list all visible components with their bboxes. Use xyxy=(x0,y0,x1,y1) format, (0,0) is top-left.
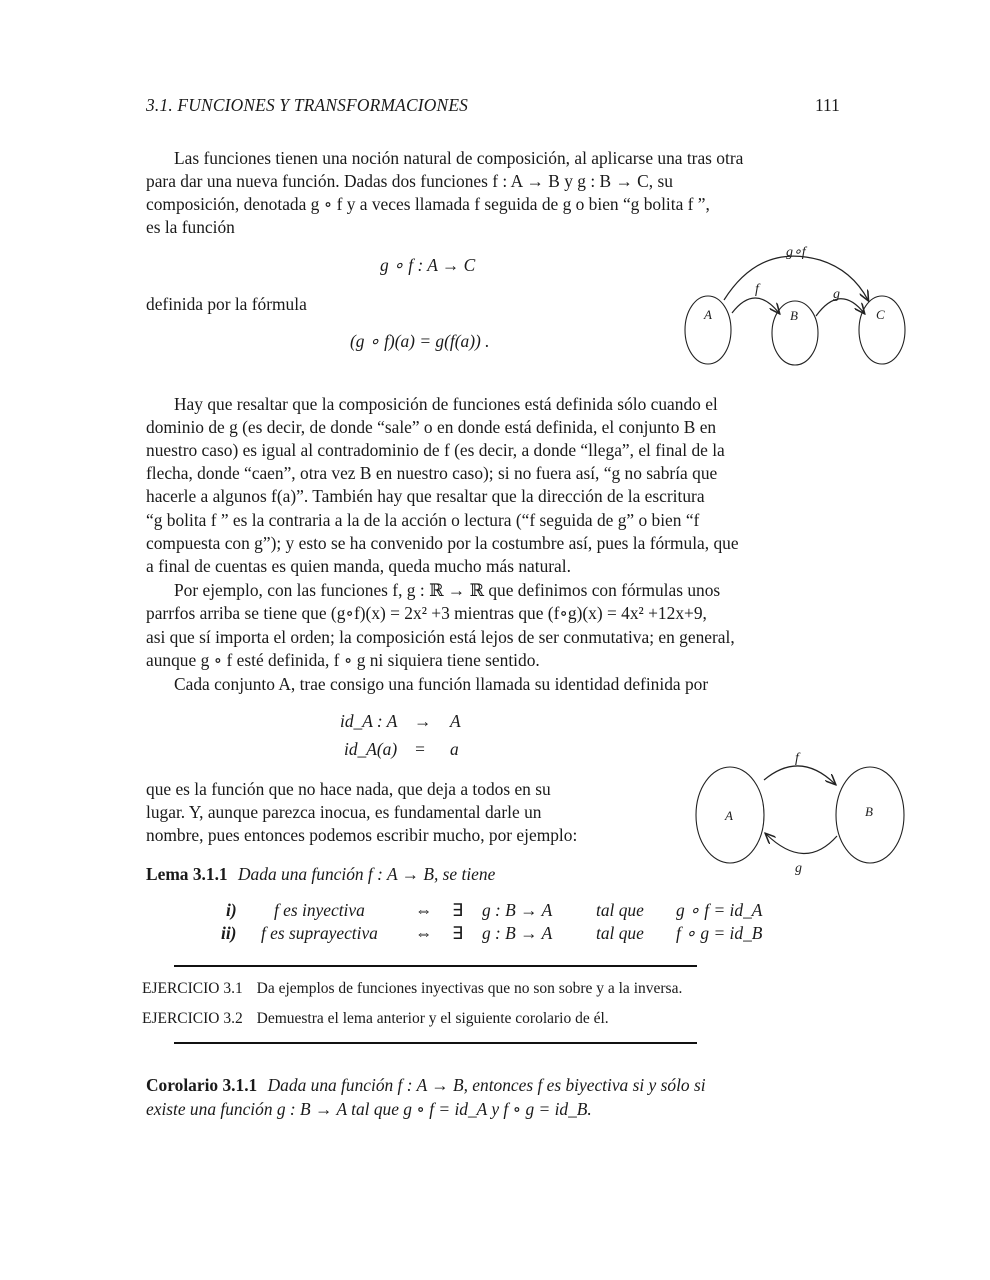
p5-line-3: nombre, pues entonces podemos escribir mucho, por ejemplo: xyxy=(146,825,578,845)
p3-line-4: aunque g ∘ f esté definida, f ∘ g ni siquiera tiene sentido. xyxy=(146,650,540,670)
id-row2-mid: = xyxy=(414,739,426,759)
lemma-row1-cond: f es inyectiva xyxy=(274,900,365,920)
page-number: 111 xyxy=(815,95,840,115)
label-g2: g xyxy=(795,861,802,876)
p1-line-3: composición, denotada g ∘ f y a veces llamada f seguida de g o bien “g bolita f ”, xyxy=(146,194,710,214)
label-c: C xyxy=(876,307,885,322)
p2-line-6: “g bolita f ” es la contraria a la de la acción o lectura (“f seguida de g” o bien “f xyxy=(146,510,700,530)
p1-line-1: Las funciones tienen una noción natural de composición, al aplicarse una tras otra xyxy=(174,148,744,168)
arrow-g xyxy=(816,299,864,316)
lemma-row2-cond: f es suprayectiva xyxy=(261,923,378,943)
inverse-diagram xyxy=(690,742,910,878)
composition-diagram xyxy=(680,238,912,370)
equation-formula: (g ∘ f)(a) = g(f(a)) . xyxy=(350,331,490,351)
exercise-1-label: EJERCICIO 3.1 xyxy=(142,980,243,997)
lemma-row1-iff: ⇔ xyxy=(415,900,433,920)
label-gf: g∘f xyxy=(786,245,806,260)
p4-line: Cada conjunto A, trae consigo una función llamada su identidad definida por xyxy=(174,674,709,694)
exercise-rule-bottom xyxy=(174,1042,697,1044)
corollary xyxy=(146,1074,706,1097)
id-row1-mid: → xyxy=(414,711,432,731)
exercise-1 xyxy=(142,979,682,999)
corollary-label: Corolario 3.1.1 xyxy=(146,1075,258,1095)
arrow-f xyxy=(732,298,779,313)
arrow-f2 xyxy=(764,766,835,784)
defined-by-text: definida por la fórmula xyxy=(146,294,307,314)
lemma-row2-exists: ∃ xyxy=(452,923,463,943)
p3-line-3: asi que sí importa el orden; la composición está lejos de ser conmutativa; en general, xyxy=(146,627,735,647)
p2-line-5: hacerle a algunos f(a)”. También hay que resaltar que la dirección de la escritura xyxy=(146,486,705,506)
arrow-gf xyxy=(724,256,868,300)
lemma-row2-iff: ⇔ xyxy=(415,923,433,943)
label-f: f xyxy=(755,282,759,297)
p2-line-2: dominio de g (es decir, de donde “sale” o en donde está definida, el conjunto B en xyxy=(146,417,717,437)
p3-line-1: Por ejemplo, con las funciones f, g : ℝ → ℝ que definimos con fórmulas unos xyxy=(174,580,721,600)
label-f2: f xyxy=(795,751,799,766)
lemma-statement: Dada una función f : A → B, se tiene xyxy=(238,864,496,884)
corollary-line-2: existe una función g : B → A tal que g ∘ f = id_A y f ∘ g = id_B. xyxy=(146,1099,592,1119)
label-b2: B xyxy=(865,804,873,819)
p5-line-2: lugar. Y, aunque parezca inocua, es fundamental darle un xyxy=(146,802,542,822)
lemma-label: Lema 3.1.1 xyxy=(146,864,228,884)
equation-composition: g ∘ f : A → C xyxy=(380,255,476,275)
lemma xyxy=(146,863,495,886)
lemma-row1-exists: ∃ xyxy=(452,900,463,920)
label-a2: A xyxy=(725,808,733,823)
exercise-rule-top xyxy=(174,965,697,967)
p2-line-4: flecha, donde “caen”, otra vez B en nuestro caso); si no fuera así, “g no sabría que xyxy=(146,463,718,483)
label-b: B xyxy=(790,308,798,323)
p3-line-2: parrfos arriba se tiene que (g∘f)(x) = 2x² +3 mientras que (f∘g)(x) = 4x² +12x+9, xyxy=(146,603,707,623)
lemma-row1-such: tal que xyxy=(596,900,644,920)
lemma-row2-such: tal que xyxy=(596,923,644,943)
p2-line-3: nuestro caso) es igual al contradominio de f (es decir, a donde “llega”, el final de la xyxy=(146,440,725,460)
lemma-row1-eq: g ∘ f = id_A xyxy=(676,900,763,920)
p5-line-1: que es la función que no hace nada, que deja a todos en su xyxy=(146,779,551,799)
lemma-row2-num: ii) xyxy=(221,923,237,943)
p2-line-8: a final de cuentas es quien manda, queda mucho más natural. xyxy=(146,556,571,576)
exercise-2 xyxy=(142,1009,609,1029)
id-row1-right: A xyxy=(450,711,461,731)
p2-line-7: compuesta con g”); y esto se ha convenido por la costumbre así, pues la fórmula, que xyxy=(146,533,739,553)
lemma-row1-num: i) xyxy=(226,900,237,920)
label-g: g xyxy=(833,287,840,302)
lemma-row1-map: g : B → A xyxy=(482,900,553,920)
lemma-row2-map: g : B → A xyxy=(482,923,553,943)
id-row2-left: id_A(a) xyxy=(344,739,398,759)
lemma-row2-eq: f ∘ g = id_B xyxy=(676,923,763,943)
p1-line-2: para dar una nueva función. Dadas dos funciones f : A → B y g : B → C, su xyxy=(146,171,673,191)
p1-line-4: es la función xyxy=(146,217,235,237)
label-a: A xyxy=(704,307,712,322)
exercise-1-text: Da ejemplos de funciones inyectivas que no son sobre y a la inversa. xyxy=(256,980,683,997)
arrow-g2 xyxy=(766,834,837,854)
exercise-2-text: Demuestra el lema anterior y el siguiente corolario de él. xyxy=(256,1010,609,1027)
id-row2-right: a xyxy=(450,739,459,759)
id-row1-left: id_A : A xyxy=(340,711,398,731)
corollary-line-1: Dada una función f : A → B, entonces f es biyectiva si y sólo si xyxy=(267,1075,706,1095)
exercise-2-label: EJERCICIO 3.2 xyxy=(142,1010,243,1027)
p2-line-1: Hay que resaltar que la composición de funciones está definida sólo cuando el xyxy=(174,394,718,414)
running-header: 3.1. FUNCIONES Y TRANSFORMACIONES xyxy=(146,95,469,115)
